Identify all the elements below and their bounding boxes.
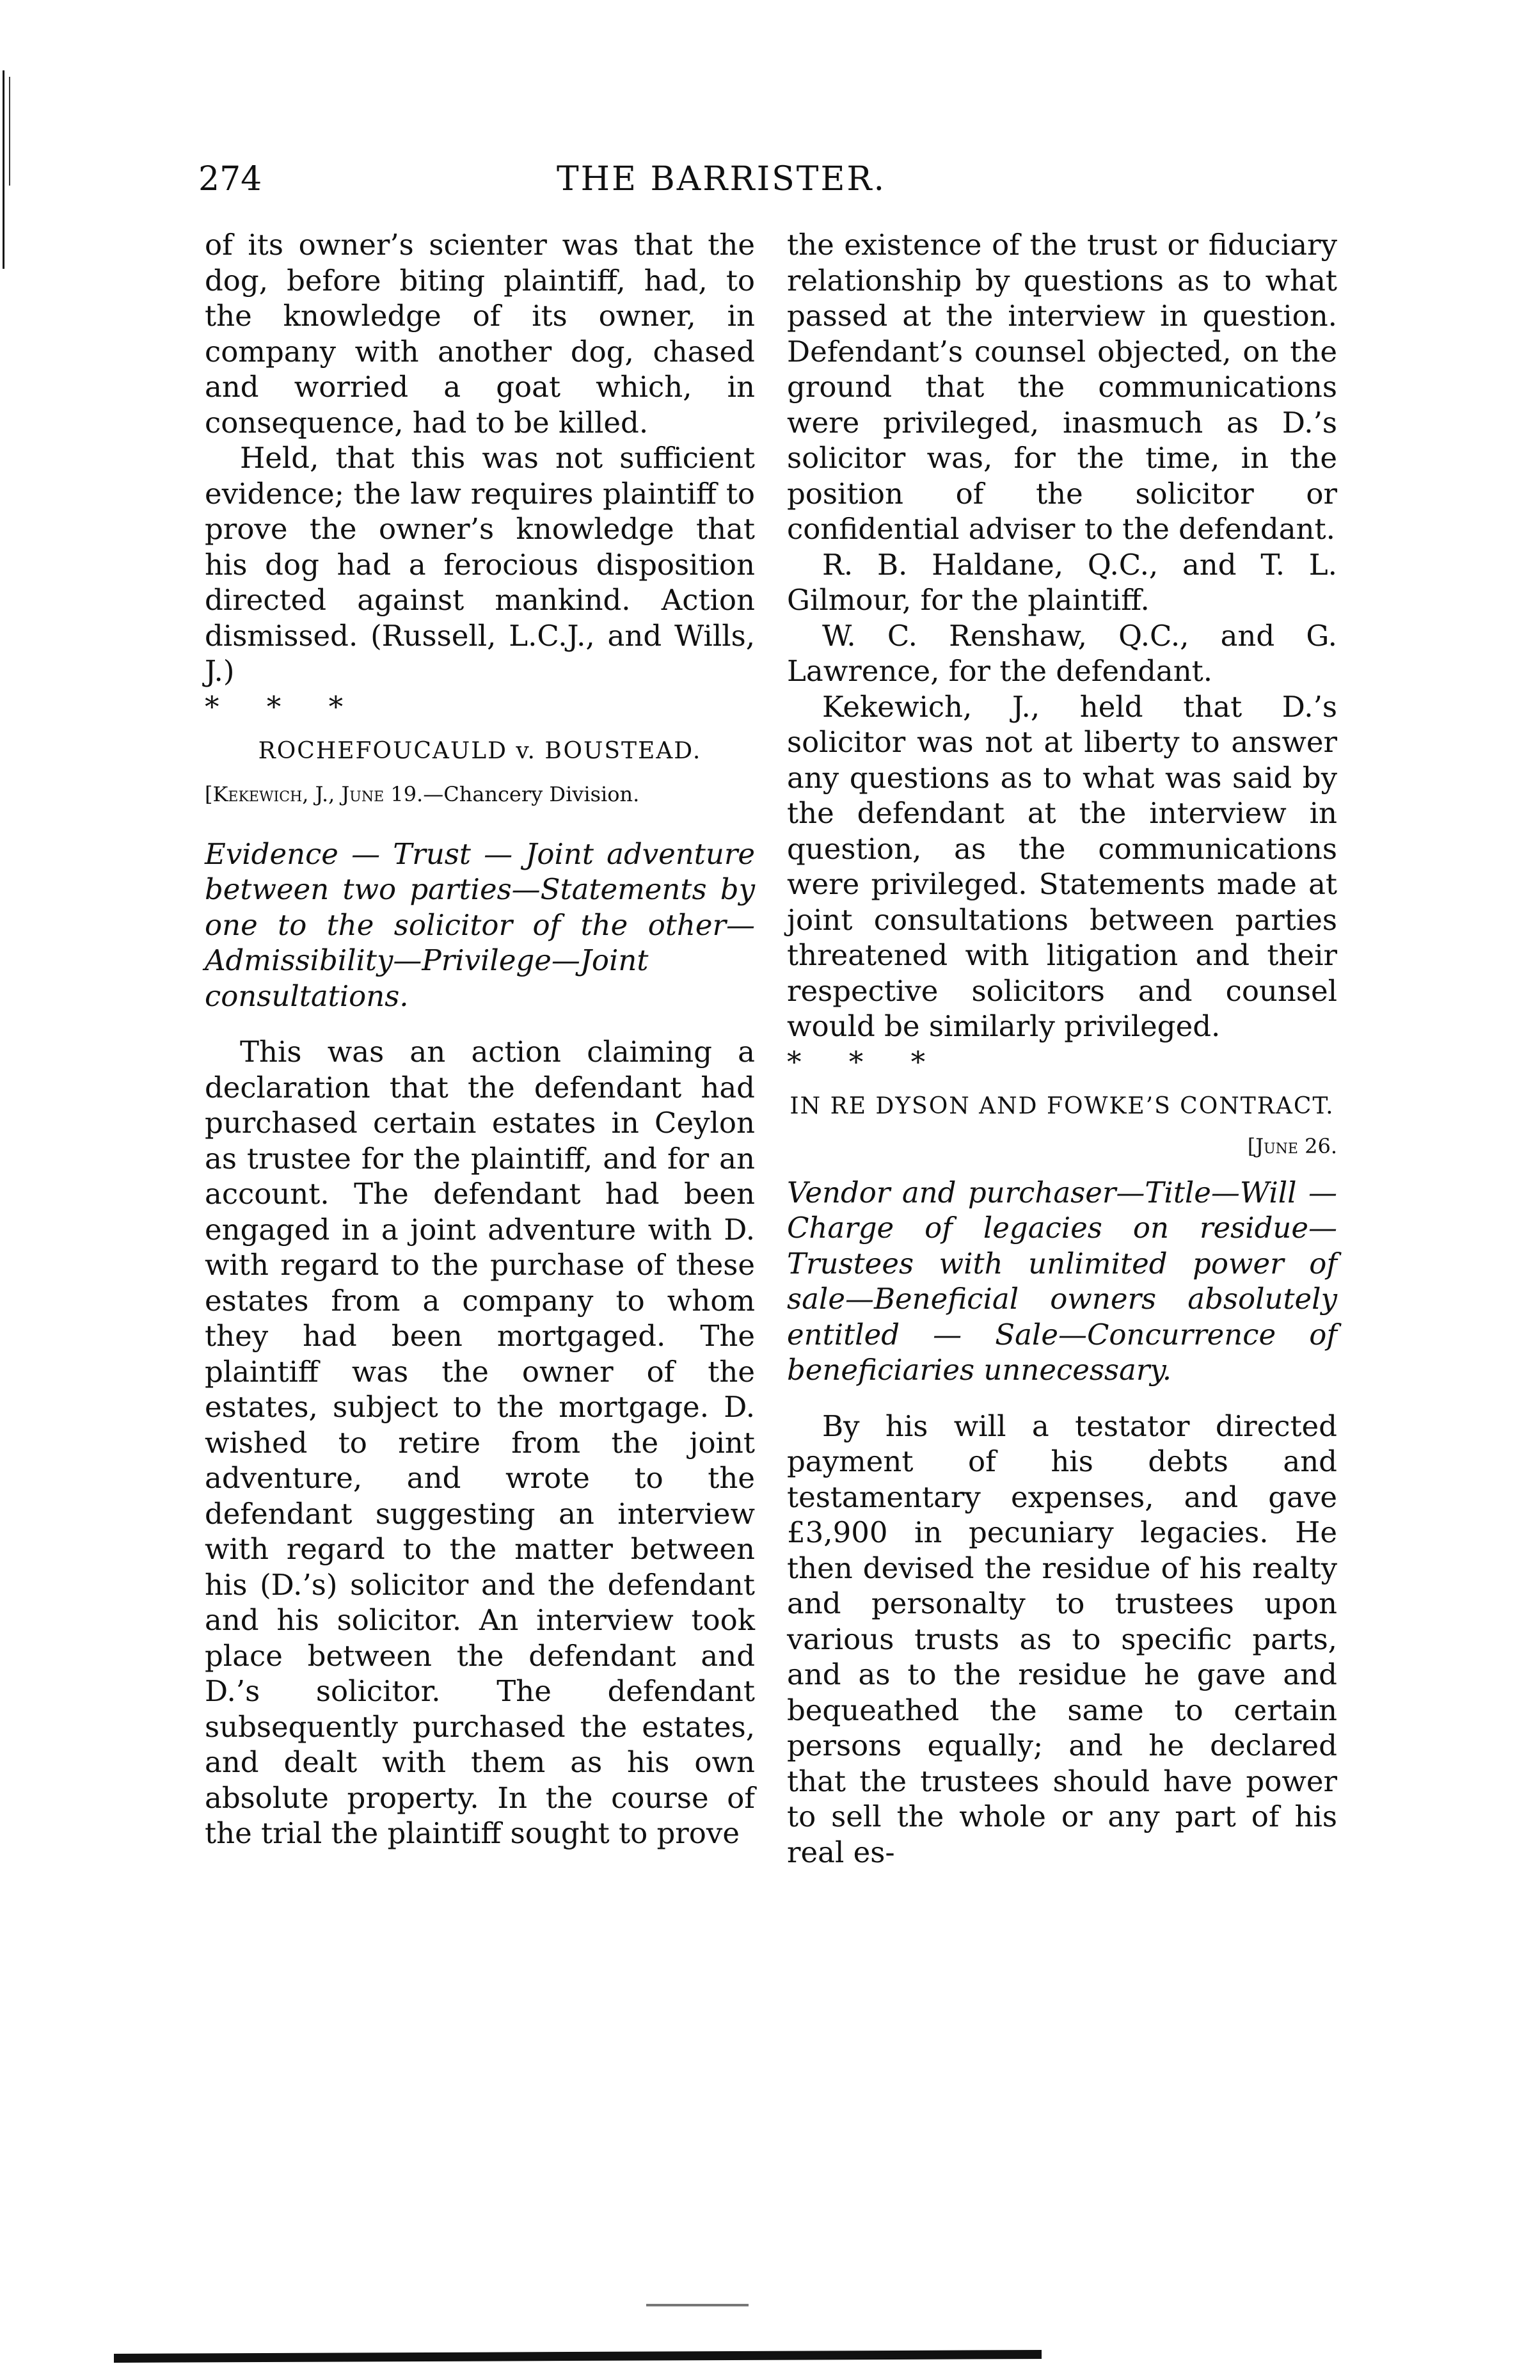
margin-rule: [3, 70, 4, 269]
case-title-rochefoucauld: ROCHEFOUCAULD v. BOUSTEAD.: [258, 737, 702, 764]
running-title: THE BARRISTER.: [557, 160, 887, 198]
case-date: [787, 1134, 1337, 1158]
running-header: [198, 160, 1350, 211]
case-title-dyson-fowke: IN RE DYSON AND FOWKE’S CONTRACT.: [790, 1092, 1335, 1119]
court-note: [205, 780, 755, 808]
section-divider-stars-right: * * *: [787, 1044, 945, 1079]
court-judge: [Kekewich, J., June: [205, 781, 385, 806]
headnote-evidence: Evidence — Trust — Joint adventure between two parties—Statements by one to the solicitor of the other—Admissibility—Privilege—Joint consultations.: [205, 836, 755, 1013]
left-para-held: Held, that this was not sufficient evidence; the law requires plaintiff to prove the owner’s knowledge that his dog had a ferocious disposition directed against mankind. Action dismissed. (Russell, L.C.J., and Wills, J.): [205, 441, 755, 688]
headnote-vendor: Vendor and purchaser—Title—Will —Charge of legacies on residue—Trustees with unlimited power of sale—Beneficial owners absolutely entitled — Sale—Concurrence of beneficiaries unnecessary.: [787, 1175, 1337, 1387]
case-date-text: [June 26.: [1247, 1133, 1337, 1158]
holding-kekewich: Kekewich, J., held that D.’s solicitor was not at liberty to answer any questions as to what was said by the defendant at the interview in question, as the communications were privileged. Statements made at joint consultations between parties threatened with litigation and their respective solicitors and counsel would be similarly privileged.: [787, 689, 1337, 1043]
counsel-defendant: W. C. Renshaw, Q.C., and G. Lawrence, for the defendant.: [787, 618, 1337, 688]
bottom-edge-bar: [114, 2350, 1042, 2363]
left-para-scienter: of its owner’s scienter was that the dog, before biting plaintiff, had, to the knowledge of its owner, in company with another dog, chased and worried a goat which, in consequence, had to be killed.: [205, 228, 755, 440]
section-divider-stars: * * *: [205, 689, 363, 724]
right-column: [787, 227, 1337, 1870]
margin-rule-secondary: [9, 77, 10, 186]
counsel-plaintiff: R. B. Haldane, Q.C., and T. L. Gilmour, for the plaintiff.: [787, 547, 1337, 617]
right-body-text: By his will a testator directed payment of his debts and testamentary expenses, and gave £3,900 in pecuniary legacies. He then devised the residue of his realty and personalty to trustees upon various trusts as to specific parts, and as to the residue he gave and bequeathed the same to certain persons equally; and he declared that the trustees should have power to sell the whole or any part of his real es-: [787, 1409, 1337, 1869]
left-column: [205, 227, 755, 1851]
page-number: 274: [198, 160, 262, 198]
right-para-existence: the existence of the trust or fiduciary relationship by questions as to what passed at the interview in question. Defendant’s counsel objected, on the ground that the communications were privileged, inasmuch as D.’s solicitor was, for the time, in the position of the solicitor or confidential adviser to the defendant.: [787, 228, 1337, 546]
court-division: 19.—Chancery Division.: [384, 781, 640, 806]
bottom-dash-mark: [646, 2304, 749, 2306]
left-body-text: This was an action claiming a declaration that the defendant had purchased certain estates in Ceylon as trustee for the plaintiff, and for an account. The defendant had been engaged in a joint adventure with D. with regard to the purchase of these estates from a company to whom they had been mortgaged. The plaintiff was the owner of the estates, subject to the mortgage. D. wished to retire from the joint adventure, and wrote to the defendant suggesting an interview with regard to the matter between his (D.’s) solicitor and the defendant and his solicitor. An interview took place between the defendant and D.’s solicitor. The defendant subsequently purchased the estates, and dealt with them as his own absolute property. In the course of the trial the plaintiff sought to prove: [205, 1035, 755, 1850]
